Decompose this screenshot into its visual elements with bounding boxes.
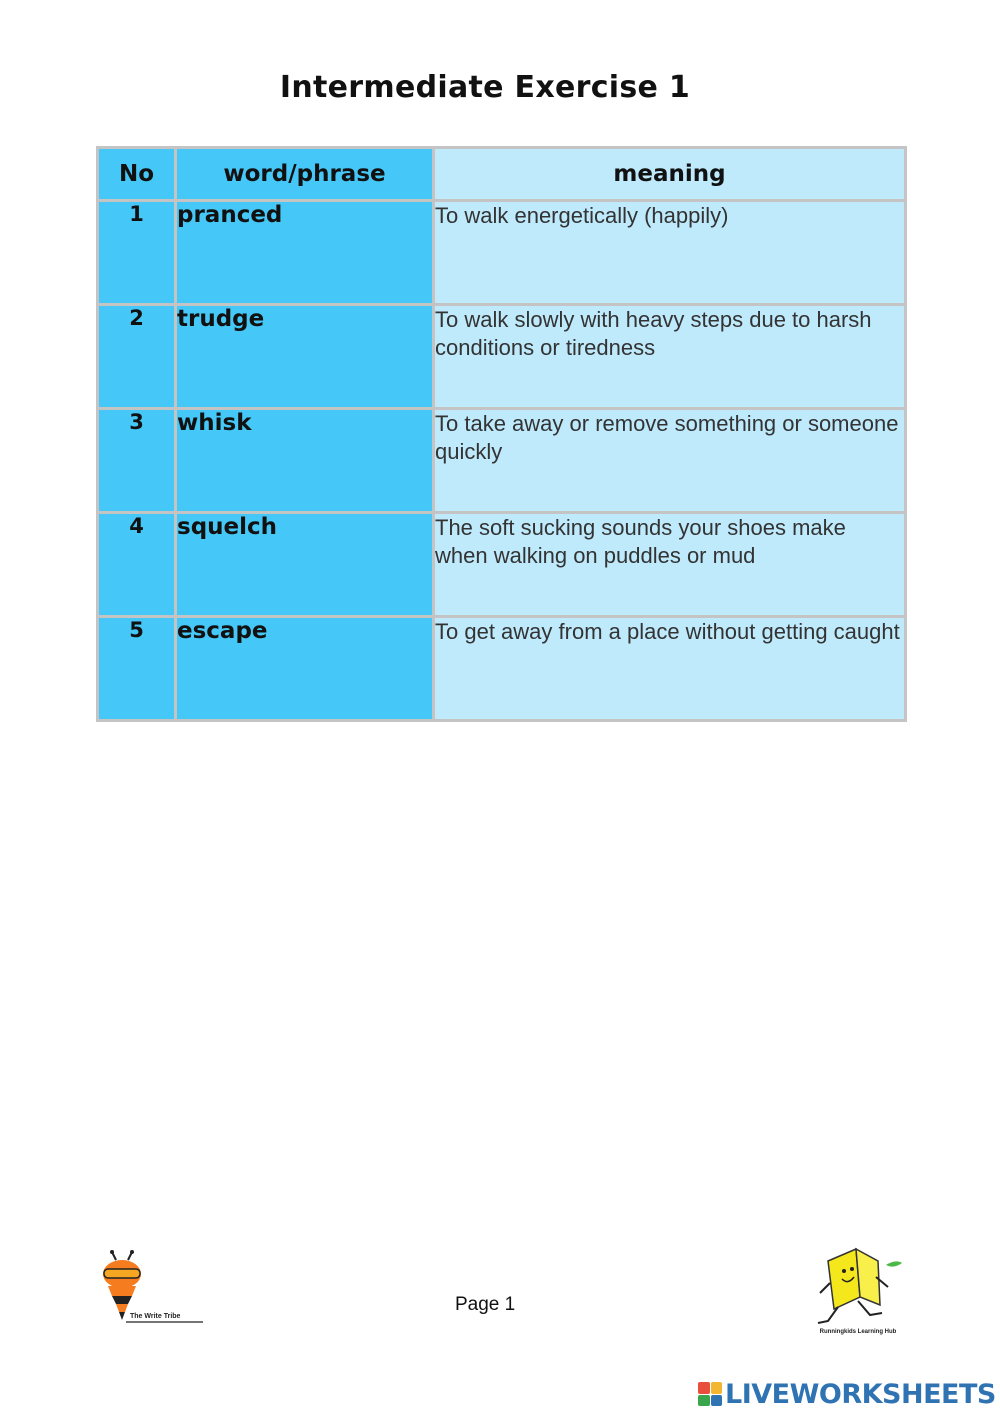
table-row: [98, 513, 906, 617]
row-number: 1: [98, 201, 176, 305]
running-book-icon: [808, 1243, 908, 1343]
row-meaning: To take away or remove something or someone quickly: [434, 409, 906, 513]
table-row: [98, 409, 906, 513]
runningkids-logo: [808, 1243, 908, 1343]
row-word: pranced: [176, 201, 434, 305]
write-tribe-logo: [98, 1250, 210, 1328]
header-meaning: meaning: [434, 148, 906, 201]
row-meaning: To walk energetically (happily): [434, 201, 906, 305]
table-row: [98, 201, 906, 305]
row-number: 4: [98, 513, 176, 617]
logo-label: The Write Tribe: [130, 1313, 181, 1320]
row-word: trudge: [176, 305, 434, 409]
bee-icon: [98, 1250, 210, 1328]
row-word: escape: [176, 617, 434, 721]
row-word: whisk: [176, 409, 434, 513]
row-meaning: To get away from a place without getting caught: [434, 617, 906, 721]
header-word-phrase: word/phrase: [176, 148, 434, 201]
row-number: 5: [98, 617, 176, 721]
header-no: No: [98, 148, 176, 201]
row-meaning: The soft sucking sounds your shoes make when walking on puddles or mud: [434, 513, 906, 617]
table-row: [98, 617, 906, 721]
page-number: Page 1: [455, 1294, 516, 1315]
liveworksheets-brand: [698, 1377, 996, 1411]
page-title: Intermediate Exercise 1: [279, 70, 691, 105]
row-number: 3: [98, 409, 176, 513]
table-header-row: [98, 148, 906, 201]
vocabulary-table: [96, 146, 907, 722]
brand-text: LIVEWORKSHEETS: [725, 1378, 996, 1410]
row-number: 2: [98, 305, 176, 409]
logo-label: Runningkids Learning Hub: [819, 1329, 897, 1335]
table-row: [98, 305, 906, 409]
row-meaning: To walk slowly with heavy steps due to harsh conditions or tiredness: [434, 305, 906, 409]
liveworksheets-logo-icon: [698, 1382, 722, 1406]
row-word: squelch: [176, 513, 434, 617]
